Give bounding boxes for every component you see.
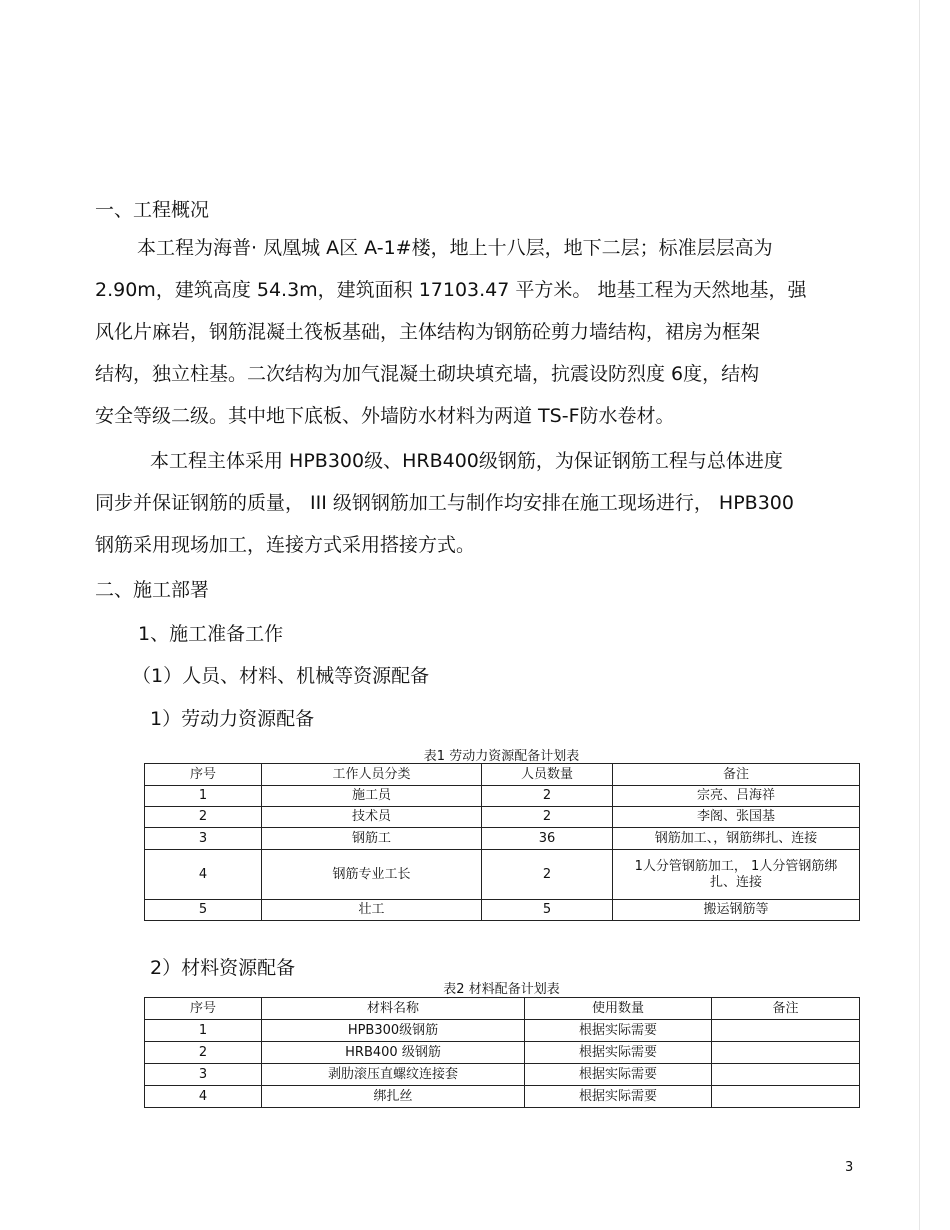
- table-header-row: [145, 998, 860, 1020]
- table-row: [145, 850, 860, 900]
- table-row: [145, 828, 860, 850]
- labor-table: [144, 763, 860, 921]
- table-cell: 根据实际需要: [525, 1042, 712, 1064]
- table-cell: 搬运钢筋等: [613, 900, 860, 921]
- table-row: [145, 1020, 860, 1042]
- table-cell: 2: [145, 1042, 262, 1064]
- section1-paragraph1: [95, 227, 860, 437]
- table-cell: [712, 1064, 860, 1086]
- table-cell: HRB400 级钢筋: [262, 1042, 525, 1064]
- table-cell: 剥肋滚压直螺纹连接套: [262, 1064, 525, 1086]
- table-cell: 根据实际需要: [525, 1086, 712, 1108]
- table-cell: [712, 1020, 860, 1042]
- table-cell: 1: [145, 1020, 262, 1042]
- section2-heading: 二、施工部署: [95, 579, 210, 601]
- table-cell: 1: [145, 786, 262, 807]
- subheading-labor: 1）劳动力资源配备: [150, 708, 315, 730]
- section1-paragraph2: [95, 440, 860, 566]
- header-cell: 备注: [712, 998, 860, 1020]
- table-row: [145, 786, 860, 807]
- para2-line: 钢筋采用现场加工，连接方式采用搭接方式。: [95, 534, 476, 556]
- table-cell: [712, 1086, 860, 1108]
- table-cell: 施工员: [262, 786, 482, 807]
- table-cell: HPB300级钢筋: [262, 1020, 525, 1042]
- table-row: [145, 1042, 860, 1064]
- table-cell: [712, 1042, 860, 1064]
- header-cell: 备注: [613, 764, 860, 786]
- table-row: [145, 1086, 860, 1108]
- table-cell: 李阁、张国基: [613, 807, 860, 828]
- page-edge-divider: [919, 0, 920, 1230]
- table-cell: 2: [145, 807, 262, 828]
- table-cell: 宗亮、吕海祥: [613, 786, 860, 807]
- header-cell: 使用数量: [525, 998, 712, 1020]
- table-row: [145, 807, 860, 828]
- table-cell: 根据实际需要: [525, 1020, 712, 1042]
- table-cell: 2: [482, 786, 613, 807]
- table-cell: 根据实际需要: [525, 1064, 712, 1086]
- header-cell: 材料名称: [262, 998, 525, 1020]
- subheading-materials: 2）材料资源配备: [150, 957, 296, 979]
- table-cell: 绑扎丝: [262, 1086, 525, 1108]
- table-cell: 4: [145, 1086, 262, 1108]
- table-header-row: [145, 764, 860, 786]
- table-cell: 2: [482, 850, 613, 900]
- para2-line: 本工程主体采用 HPB300级、HRB400级钢筋，为保证钢筋工程与总体进度: [150, 450, 783, 472]
- table-cell: 4: [145, 850, 262, 900]
- header-cell: 人员数量: [482, 764, 613, 786]
- table-cell: 壮工: [262, 900, 482, 921]
- table1-caption: 表1 劳动力资源配备计划表: [423, 749, 580, 764]
- table-cell: 2: [482, 807, 613, 828]
- table-cell: 技术员: [262, 807, 482, 828]
- table-cell: 钢筋加工、，钢筋绑扎、连接: [613, 828, 860, 850]
- para1-line: 风化片麻岩，钢筋混凝土筏板基础，主体结构为钢筋砼剪力墙结构，裙房为框架: [95, 321, 761, 343]
- table-row: [145, 900, 860, 921]
- materials-table: [144, 997, 860, 1108]
- table-cell: 钢筋专业工长: [262, 850, 482, 900]
- table-cell: 36: [482, 828, 613, 850]
- page-number: 3: [845, 1160, 854, 1175]
- section1-heading: 一、工程概况: [95, 199, 210, 221]
- header-cell: 序号: [145, 998, 262, 1020]
- table-cell: 5: [145, 900, 262, 921]
- header-cell: 工作人员分类: [262, 764, 482, 786]
- subheading-resources: （1）人员、材料、机械等资源配备: [132, 665, 430, 687]
- para1-line: 安全等级二级。其中地下底板、外墙防水材料为两道 TS-F防水卷材。: [95, 405, 675, 427]
- para1-line: 2.90m，建筑高度 54.3m，建筑面积 17103.47 平方米。 地基工程为天然地基，强: [95, 279, 807, 301]
- table-cell: 1人分管钢筋加工， 1人分管钢筋绑扎、连接: [613, 850, 860, 900]
- table-cell: 5: [482, 900, 613, 921]
- para1-line: 本工程为海普· 凤凰城 A区 A-1#楼，地上十八层，地下二层；标准层层高为: [137, 237, 773, 259]
- table2-caption: 表2 材料配备计划表: [443, 982, 560, 997]
- table-row: [145, 1064, 860, 1086]
- table-cell: 3: [145, 1064, 262, 1086]
- table-cell: 3: [145, 828, 262, 850]
- para2-line: 同步并保证钢筋的质量， III 级钢钢筋加工与制作均安排在施工现场进行， HPB300: [95, 492, 794, 514]
- table-cell: 钢筋工: [262, 828, 482, 850]
- para1-line: 结构，独立柱基。二次结构为加气混凝土砌块填充墙，抗震设防烈度 6度，结构: [95, 363, 760, 385]
- subheading-preparation: 1、施工准备工作: [138, 623, 284, 645]
- header-cell: 序号: [145, 764, 262, 786]
